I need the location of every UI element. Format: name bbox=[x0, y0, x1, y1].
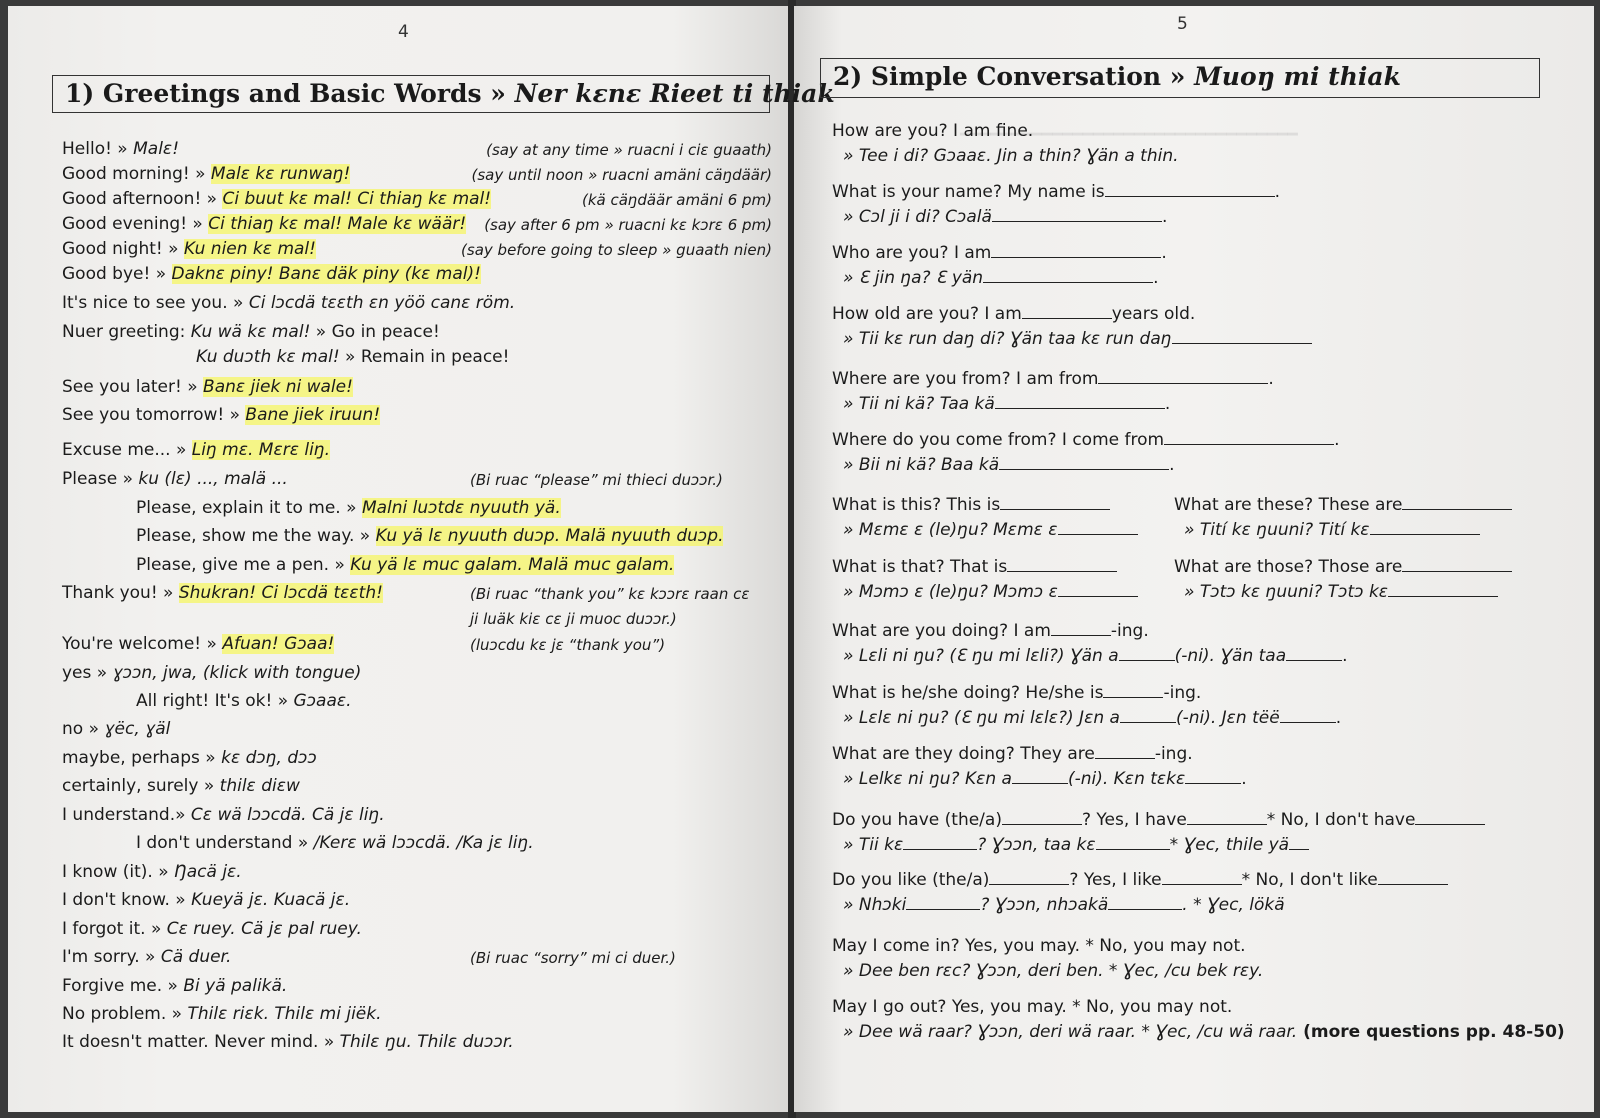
answer-blank[interactable] bbox=[1185, 769, 1241, 784]
english-question: What are you doing? I am bbox=[832, 621, 1051, 641]
answer-blank[interactable] bbox=[989, 870, 1069, 885]
answer-blank[interactable] bbox=[1120, 708, 1176, 723]
greeting-line bbox=[62, 747, 317, 769]
greeting-line bbox=[62, 439, 330, 461]
nuer-phrase: Bane jiek iruun! bbox=[245, 405, 381, 425]
answer-blank[interactable] bbox=[1286, 646, 1342, 661]
answer-blank[interactable] bbox=[1280, 708, 1336, 723]
greeting-line bbox=[62, 975, 287, 997]
question-line bbox=[1174, 494, 1512, 516]
question-line bbox=[832, 556, 1117, 578]
usage-note: ji luäk kiɛ cɛ ji muoc duɔɔr.) bbox=[470, 610, 677, 628]
usage-note: (Bi ruac “sorry” mi ci duer.) bbox=[470, 949, 676, 967]
english-phrase: Please, give me a pen. » bbox=[136, 555, 351, 575]
answer-line bbox=[843, 1021, 1565, 1043]
answer-blank[interactable] bbox=[1002, 810, 1082, 825]
greeting-line bbox=[62, 775, 300, 797]
answer-line bbox=[843, 894, 1285, 916]
question-line bbox=[832, 429, 1339, 451]
usage-note: (say at any time » ruacni i ciɛ guaath) bbox=[486, 141, 772, 159]
greeting-line bbox=[62, 1003, 382, 1025]
answer-line bbox=[843, 834, 1309, 856]
nuer-phrase: Ku nien kɛ mal! bbox=[183, 239, 316, 259]
greeting-line bbox=[196, 346, 509, 368]
punctuation: . bbox=[1164, 394, 1171, 414]
punctuation: . bbox=[1268, 369, 1274, 389]
usage-note: (kä cäŋdäär amäni 6 pm) bbox=[581, 191, 772, 209]
nuer-phrase: Ku wä kɛ mal! bbox=[190, 322, 311, 342]
english-question: Where are you from? I am from bbox=[832, 369, 1099, 389]
english-translation: » Remain in peace! bbox=[339, 347, 510, 367]
nuer-answer: (-ni). Kɛn tɛkɛ bbox=[1067, 769, 1186, 789]
answer-blank[interactable] bbox=[1098, 369, 1268, 384]
title-separator: » bbox=[490, 79, 506, 108]
usage-note: (Bi ruac “thank you” kɛ kɔɔrɛ raan cɛ bbox=[470, 585, 750, 603]
nuer-answer: » Mɔmɔ ɛ (le)ŋu? Mɔmɔ ɛ bbox=[843, 582, 1058, 602]
english-phrase: I don't understand » bbox=[136, 833, 314, 853]
english-phrase: certainly, surely » bbox=[62, 776, 220, 796]
english-question: May I go out? Yes, you may. * No, you may not. bbox=[832, 997, 1233, 1017]
answer-line bbox=[843, 645, 1348, 667]
english-question: What are these? These are bbox=[1174, 495, 1403, 515]
english-phrase: Hello! » bbox=[62, 139, 134, 159]
nuer-answer: » Tití kɛ ŋuuni? Tití kɛ bbox=[1184, 520, 1370, 540]
english-question: years old. bbox=[1111, 304, 1196, 324]
title-nuer: Muoŋ mi thiak bbox=[1194, 62, 1401, 91]
english-phrase: Please, explain it to me. » bbox=[136, 498, 362, 518]
english-question: How old are you? I am bbox=[832, 304, 1022, 324]
answer-blank[interactable] bbox=[983, 268, 1153, 283]
nuer-phrase: Thilɛ ŋu. Thilɛ duɔɔr. bbox=[339, 1032, 514, 1052]
nuer-answer: » Tii kɛ bbox=[843, 835, 904, 855]
english-phrase: I'm sorry. » bbox=[62, 947, 161, 967]
english-question: * No, I don't like bbox=[1241, 870, 1378, 890]
punctuation: . bbox=[1342, 646, 1348, 666]
english-phrase: Please, show me the way. » bbox=[136, 526, 376, 546]
greeting-line bbox=[62, 889, 350, 911]
greeting-line bbox=[62, 468, 288, 490]
nuer-answer: » Tii ni kä? Taa kä bbox=[843, 394, 995, 414]
english-phrase: maybe, perhaps » bbox=[62, 748, 222, 768]
answer-blank[interactable] bbox=[1289, 835, 1309, 850]
english-question: How are you? I am fine. bbox=[832, 121, 1034, 141]
answer-blank[interactable] bbox=[1000, 495, 1110, 510]
nuer-answer: » Tɔtɔ kɛ ŋuuni? Tɔtɔ kɛ bbox=[1184, 582, 1389, 602]
nuer-answer: » Mɛmɛ ɛ (le)ŋu? Mɛmɛ ɛ bbox=[843, 520, 1058, 540]
nuer-answer: . * Ɣec, lökä bbox=[1182, 895, 1285, 915]
question-line bbox=[832, 120, 1033, 142]
english-question: What is that? That is bbox=[832, 557, 1008, 577]
answer-blank[interactable] bbox=[903, 835, 977, 850]
english-question: ? Yes, I like bbox=[1069, 870, 1162, 890]
nuer-answer: » Bii ni kä? Baa kä bbox=[843, 455, 1000, 475]
answer-blank[interactable] bbox=[1187, 810, 1267, 825]
greeting-line bbox=[62, 188, 491, 210]
english-question: Where do you come from? I come from bbox=[832, 430, 1165, 450]
answer-blank[interactable] bbox=[1402, 557, 1512, 572]
answer-blank[interactable] bbox=[1378, 870, 1448, 885]
nuer-answer: (-ni). Jɛn tëë bbox=[1175, 708, 1280, 728]
answer-line bbox=[843, 707, 1341, 729]
question-line bbox=[832, 809, 1485, 831]
nuer-phrase: Cä duer. bbox=[160, 947, 232, 967]
question-line bbox=[832, 303, 1195, 325]
nuer-phrase: Malɛ kɛ runwaŋ! bbox=[210, 164, 351, 184]
answer-blank[interactable] bbox=[1095, 744, 1155, 759]
nuer-phrase: kɛ dɔŋ, dɔɔ bbox=[221, 748, 317, 768]
page-number-left: 4 bbox=[398, 22, 409, 42]
answer-blank[interactable] bbox=[1402, 495, 1512, 510]
answer-line bbox=[843, 960, 1263, 982]
section-title-conversation bbox=[820, 58, 1540, 98]
english-question: What is he/she doing? He/she is bbox=[832, 683, 1104, 703]
nuer-phrase: Kueyä jɛ. Kuacä jɛ. bbox=[191, 890, 351, 910]
nuer-phrase: Ci lɔcdä tɛɛth ɛn yöö canɛ röm. bbox=[248, 293, 516, 313]
answer-blank[interactable] bbox=[1007, 557, 1117, 572]
english-question: What are those? Those are bbox=[1174, 557, 1403, 577]
english-phrase: All right! It's ok! » bbox=[136, 691, 294, 711]
english-phrase: I forgot it. » bbox=[62, 919, 167, 939]
answer-blank[interactable] bbox=[1370, 520, 1480, 535]
answer-blank[interactable] bbox=[1058, 520, 1138, 535]
greeting-line bbox=[62, 582, 383, 604]
title-separator: » bbox=[1169, 62, 1186, 91]
answer-line bbox=[843, 393, 1170, 415]
english-phrase: I know (it). » bbox=[62, 862, 175, 882]
nuer-phrase: ɣɔɔn, jwa, (klick with tongue) bbox=[112, 663, 362, 683]
nuer-phrase: Ci thiaŋ kɛ mal! Male kɛ wäär! bbox=[208, 214, 467, 234]
question-line bbox=[832, 682, 1201, 704]
greeting-line bbox=[62, 633, 334, 655]
english-question: * No, I don't have bbox=[1266, 810, 1416, 830]
section-title-greetings bbox=[52, 75, 835, 113]
answer-line bbox=[843, 519, 1138, 541]
question-line bbox=[832, 368, 1274, 390]
answer-blank[interactable] bbox=[992, 207, 1162, 222]
nuer-answer: » Dee wä raar? Ɣɔɔn, deri wä raar. * Ɣec, /cu wä raar. bbox=[843, 1022, 1298, 1042]
nuer-phrase: Ku yä lɛ nyuuth duɔp. Malä nyuuth duɔp. bbox=[375, 526, 724, 546]
greeting-line bbox=[62, 718, 170, 740]
greeting-line bbox=[136, 525, 723, 547]
answer-line bbox=[1184, 581, 1498, 603]
english-phrase: Thank you! » bbox=[62, 583, 179, 603]
question-line bbox=[832, 869, 1448, 891]
page-number-right: 5 bbox=[1177, 14, 1188, 34]
title-english: 2) Simple Conversation bbox=[833, 62, 1162, 91]
answer-blank[interactable] bbox=[906, 895, 980, 910]
greeting-line bbox=[62, 138, 179, 160]
greeting-line bbox=[136, 832, 534, 854]
greeting-line bbox=[62, 804, 385, 826]
greeting-line bbox=[136, 690, 352, 712]
punctuation: . bbox=[1241, 769, 1247, 789]
usage-note: (say before going to sleep » guaath nien) bbox=[461, 241, 772, 259]
english-question: Do you like (the/a) bbox=[832, 870, 990, 890]
question-line bbox=[832, 181, 1280, 203]
question-line bbox=[1174, 556, 1512, 578]
nuer-phrase: Banɛ jiek ni wale! bbox=[203, 377, 353, 397]
nuer-answer: » Lelkɛ ni ŋu? Kɛn a bbox=[843, 769, 1012, 789]
nuer-phrase: ku (lɛ) ..., malä ... bbox=[138, 469, 288, 489]
nuer-phrase: Liŋ mɛ. Mɛrɛ liŋ. bbox=[191, 440, 331, 460]
nuer-phrase: Malni luɔtdɛ nyuuth yä. bbox=[361, 498, 561, 518]
english-question: -ing. bbox=[1154, 744, 1193, 764]
english-phrase: I don't know. » bbox=[62, 890, 192, 910]
english-question: Do you have (the/a) bbox=[832, 810, 1002, 830]
answer-blank[interactable] bbox=[1096, 835, 1170, 850]
english-question: ? Yes, I have bbox=[1081, 810, 1187, 830]
answer-blank[interactable] bbox=[1388, 582, 1498, 597]
nuer-phrase: Ku duɔth kɛ mal! bbox=[196, 347, 340, 367]
punctuation: . bbox=[1161, 243, 1167, 263]
punctuation: . bbox=[1334, 430, 1340, 450]
answer-line bbox=[843, 145, 1179, 167]
answer-line bbox=[1184, 519, 1480, 541]
punctuation: . bbox=[1169, 455, 1175, 475]
english-phrase: It doesn't matter. Never mind. » bbox=[62, 1032, 340, 1052]
answer-blank[interactable] bbox=[1162, 870, 1242, 885]
more-questions-note: (more questions pp. 48-50) bbox=[1297, 1022, 1565, 1042]
greeting-line bbox=[62, 163, 350, 185]
answer-blank[interactable] bbox=[1105, 182, 1275, 197]
nuer-answer: ? Ɣɔɔn, taa kɛ bbox=[977, 835, 1096, 855]
greeting-line bbox=[62, 662, 361, 684]
nuer-phrase: Cɛ wä lɔɔcdä. Cä jɛ liŋ. bbox=[190, 805, 385, 825]
nuer-answer: » Nhɔki bbox=[843, 895, 907, 915]
greeting-line bbox=[62, 238, 316, 260]
bleed-through-text: ━━━━━━━━━━━━━━━━━━━━━━━━━━━━━━━━━ bbox=[960, 125, 1298, 145]
nuer-answer: » Tii kɛ run daŋ di? Ɣän taa kɛ run daŋ bbox=[843, 329, 1172, 349]
english-phrase: You're welcome! » bbox=[62, 634, 223, 654]
nuer-answer: » Lɛli ni ŋu? (Ɛ ŋu mi lɛli?) Ɣän a bbox=[843, 646, 1119, 666]
nuer-answer: (-ni). Ɣän taa bbox=[1174, 646, 1287, 666]
nuer-answer: * Ɣec, thile yä bbox=[1169, 835, 1290, 855]
english-phrase: Good morning! » bbox=[62, 164, 211, 184]
nuer-answer: » Cɔl ji i di? Cɔalä bbox=[843, 207, 992, 227]
english-phrase: Forgive me. » bbox=[62, 976, 184, 996]
question-line bbox=[832, 935, 1246, 957]
answer-line bbox=[843, 454, 1175, 476]
english-phrase: Good evening! » bbox=[62, 214, 209, 234]
nuer-answer: ? Ɣɔɔn, nhɔakä bbox=[980, 895, 1109, 915]
usage-note: (Bi ruac “please” mi thieci duɔɔr.) bbox=[470, 471, 723, 489]
english-question: What is your name? My name is bbox=[832, 182, 1105, 202]
answer-line bbox=[843, 206, 1167, 228]
greeting-line bbox=[62, 1031, 514, 1053]
english-question: What are they doing? They are bbox=[832, 744, 1095, 764]
english-question: -ing. bbox=[1163, 683, 1202, 703]
english-question: Who are you? I am bbox=[832, 243, 992, 263]
answer-line bbox=[843, 267, 1159, 289]
greeting-line bbox=[136, 554, 674, 576]
english-question: What is this? This is bbox=[832, 495, 1001, 515]
greeting-line bbox=[62, 321, 440, 343]
nuer-answer: » Dee ben rɛc? Ɣɔɔn, deri ben. * Ɣec, /cu bek rɛy. bbox=[843, 961, 1264, 981]
answer-blank[interactable] bbox=[995, 394, 1165, 409]
nuer-phrase: Thilɛ riɛk. Thilɛ mi jiëk. bbox=[187, 1004, 382, 1024]
english-phrase: no » bbox=[62, 719, 105, 739]
english-question: May I come in? Yes, you may. * No, you may not. bbox=[832, 936, 1246, 956]
greeting-line bbox=[136, 497, 561, 519]
question-line bbox=[832, 743, 1193, 765]
english-phrase: Nuer greeting: bbox=[62, 322, 191, 342]
greeting-line bbox=[62, 263, 481, 285]
greeting-line bbox=[62, 376, 353, 398]
punctuation: . bbox=[1161, 207, 1168, 227]
english-phrase: See you later! » bbox=[62, 377, 204, 397]
answer-blank[interactable] bbox=[999, 455, 1169, 470]
punctuation: . bbox=[1274, 182, 1281, 202]
nuer-answer: » Ɛ jin ŋa? Ɛ yän bbox=[843, 268, 984, 288]
answer-blank[interactable] bbox=[1022, 304, 1112, 319]
english-phrase: It's nice to see you. » bbox=[62, 293, 249, 313]
answer-blank[interactable] bbox=[1103, 683, 1163, 698]
answer-blank[interactable] bbox=[1058, 582, 1138, 597]
question-line bbox=[832, 242, 1167, 264]
nuer-phrase: /Kerɛ wä lɔɔcdä. /Ka jɛ liŋ. bbox=[313, 833, 534, 853]
nuer-phrase: Daknɛ piny! Banɛ däk piny (kɛ mal)! bbox=[171, 264, 481, 284]
usage-note: (say until noon » ruacni amäni cäŋdäär) bbox=[471, 166, 772, 184]
english-phrase: Good night! » bbox=[62, 239, 184, 259]
answer-line bbox=[843, 328, 1312, 350]
title-english: 1) Greetings and Basic Words bbox=[65, 79, 482, 108]
answer-blank[interactable] bbox=[1164, 430, 1334, 445]
greeting-line bbox=[62, 213, 466, 235]
answer-blank[interactable] bbox=[991, 243, 1161, 258]
greeting-line bbox=[62, 946, 231, 968]
question-line bbox=[832, 494, 1110, 516]
greeting-line bbox=[62, 918, 362, 940]
english-phrase: No problem. » bbox=[62, 1004, 188, 1024]
answer-blank[interactable] bbox=[1108, 895, 1182, 910]
nuer-phrase: Bi yä palikä. bbox=[183, 976, 288, 996]
english-phrase: Good bye! » bbox=[62, 264, 172, 284]
usage-note: (say after 6 pm » ruacni kɛ kɔrɛ 6 pm) bbox=[484, 216, 772, 234]
question-line bbox=[832, 620, 1149, 642]
title-nuer: Ner kɛnɛ Rieet ti thiak bbox=[514, 79, 835, 108]
english-translation: » Go in peace! bbox=[310, 322, 440, 342]
english-phrase: See you tomorrow! » bbox=[62, 405, 246, 425]
answer-blank[interactable] bbox=[1415, 810, 1485, 825]
answer-blank[interactable] bbox=[1172, 329, 1312, 344]
nuer-phrase: Afuan! Gɔaa! bbox=[222, 634, 335, 654]
english-phrase: Please » bbox=[62, 469, 139, 489]
nuer-phrase: Malɛ! bbox=[133, 139, 180, 159]
english-phrase: yes » bbox=[62, 663, 113, 683]
nuer-phrase: ɣëc, ɣäl bbox=[104, 719, 171, 739]
english-question: -ing. bbox=[1110, 621, 1149, 641]
nuer-phrase: Shukran! Ci lɔcdä tɛɛth! bbox=[178, 583, 383, 603]
english-phrase: Excuse me... » bbox=[62, 440, 192, 460]
greeting-line bbox=[62, 404, 380, 426]
usage-note: (luɔcdu kɛ jɛ “thank you”) bbox=[470, 636, 666, 654]
nuer-answer: » Tee i di? Gɔaaɛ. Jin a thin? Ɣän a thin. bbox=[843, 146, 1179, 166]
nuer-phrase: Cɛ ruey. Cä jɛ pal ruey. bbox=[166, 919, 362, 939]
nuer-phrase: Ci buut kɛ mal! Ci thiaŋ kɛ mal! bbox=[222, 189, 492, 209]
nuer-phrase: thilɛ diɛw bbox=[219, 776, 300, 796]
nuer-phrase: Gɔaaɛ. bbox=[293, 691, 352, 711]
answer-blank[interactable] bbox=[1119, 646, 1175, 661]
greeting-line bbox=[62, 861, 242, 883]
answer-blank[interactable] bbox=[1012, 769, 1068, 784]
nuer-phrase: Ŋacä jɛ. bbox=[174, 862, 242, 882]
question-line bbox=[832, 996, 1232, 1018]
nuer-answer: » Lɛlɛ ni ŋu? (Ɛ ŋu mi lɛlɛ?) Jɛn a bbox=[843, 708, 1120, 728]
answer-line bbox=[843, 581, 1138, 603]
english-phrase: Good afternoon! » bbox=[62, 189, 223, 209]
punctuation: . bbox=[1153, 268, 1159, 288]
punctuation: . bbox=[1335, 708, 1342, 728]
english-phrase: I understand.» bbox=[62, 805, 191, 825]
answer-blank[interactable] bbox=[1051, 621, 1111, 636]
nuer-phrase: Ku yä lɛ muc galam. Malä muc galam. bbox=[350, 555, 675, 575]
answer-line bbox=[843, 768, 1247, 790]
greeting-line bbox=[62, 292, 515, 314]
